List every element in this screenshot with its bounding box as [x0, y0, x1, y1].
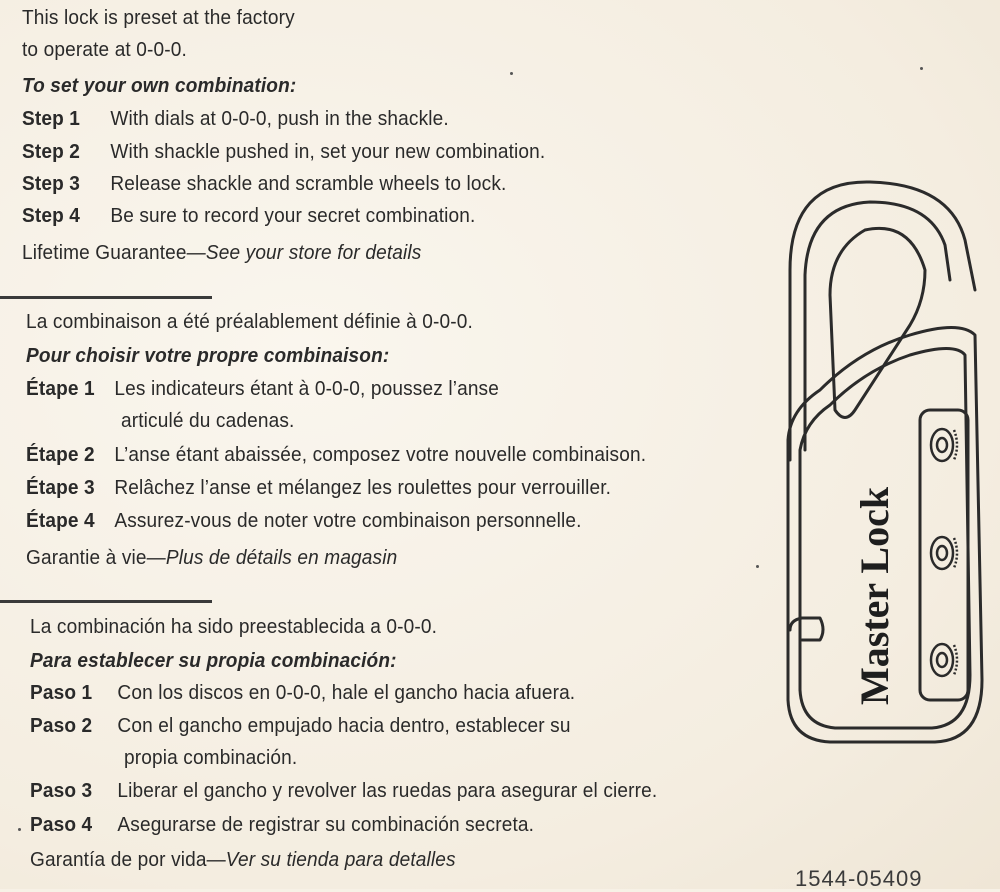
english-step-4	[22, 204, 475, 228]
guarantee-note: Plus de détails en magasin	[165, 546, 398, 569]
step-text: With dials at 0-0-0, push in the shackle.	[110, 107, 449, 130]
step-text: Asegurarse de registrar su combinación secreta.	[117, 813, 535, 836]
spanish-guarantee	[30, 848, 456, 872]
lock-illustration	[760, 160, 1000, 760]
step-label: Step 1	[22, 107, 81, 130]
dial-1	[931, 429, 953, 461]
dial-2	[931, 537, 953, 569]
step-label: Paso 4	[30, 813, 93, 836]
english-heading: To set your own combination:	[22, 74, 297, 97]
step-label: Paso 1	[30, 681, 93, 704]
section-divider	[0, 600, 212, 603]
dials	[931, 429, 957, 676]
section-divider	[0, 296, 212, 299]
spanish-step-4	[30, 813, 534, 837]
step-text: Be sure to record your secret combination.	[110, 204, 476, 227]
spanish-heading: Para establecer su propia combinación:	[30, 649, 397, 672]
english-step-2	[22, 140, 545, 164]
guarantee-label: Lifetime Guarantee—	[22, 241, 206, 264]
print-speck	[510, 72, 513, 75]
product-code: 1544-05409	[795, 866, 923, 891]
step-label: Step 2	[22, 140, 81, 163]
step-text: L’anse étant abaissée, composez votre nouvelle combinaison.	[114, 443, 647, 466]
lock-brand: Master Lock	[852, 486, 897, 705]
spanish-intro: La combinación ha sido preestablecida a 0-0-0.	[30, 615, 438, 638]
french-heading: Pour choisir votre propre combinaison:	[26, 344, 390, 367]
guarantee-label: Garantie à vie—	[26, 546, 166, 569]
french-step-1-continued: articulé du cadenas.	[121, 409, 295, 432]
spanish-step-2	[30, 714, 571, 738]
french-step-4	[26, 509, 582, 533]
guarantee-note: Ver su tienda para detalles	[225, 848, 456, 871]
english-guarantee	[22, 241, 421, 265]
shackle-outer	[790, 182, 975, 460]
step-label: Step 4	[22, 204, 81, 227]
shackle-window	[830, 228, 925, 417]
shackle-inner	[805, 202, 950, 450]
step-label: Paso 2	[30, 714, 93, 737]
print-speck	[920, 67, 923, 70]
step-text: Release shackle and scramble wheels to lock.	[110, 172, 507, 195]
step-label: Étape 1	[26, 377, 95, 400]
step-text: Liberar el gancho y revolver las ruedas para asegurar el cierre.	[117, 779, 658, 802]
step-text: Con el gancho empujado hacia dentro, establecer su	[117, 714, 571, 737]
step-label: Étape 4	[26, 509, 95, 532]
spanish-step-1	[30, 681, 575, 705]
french-step-3	[26, 476, 611, 500]
step-text: Assurez-vous de noter votre combinaison personnelle.	[114, 509, 582, 532]
english-intro-line-1: This lock is preset at the factory	[22, 6, 295, 29]
step-text: Les indicateurs étant à 0-0-0, poussez l’anse	[114, 377, 499, 400]
step-text: Con los discos en 0-0-0, hale el gancho hacia afuera.	[117, 681, 576, 704]
guarantee-label: Garantía de por vida—	[30, 848, 226, 871]
french-guarantee	[26, 546, 397, 570]
step-label: Paso 3	[30, 779, 93, 802]
french-step-2	[26, 443, 646, 467]
padlock-icon	[760, 160, 1000, 760]
print-speck	[18, 828, 21, 831]
step-text: With shackle pushed in, set your new combination.	[110, 140, 546, 163]
french-intro: La combinaison a été préalablement définie à 0-0-0.	[26, 310, 473, 333]
step-label: Étape 2	[26, 443, 95, 466]
dial-3	[931, 644, 953, 676]
english-step-1	[22, 107, 449, 131]
spanish-step-3	[30, 779, 657, 803]
english-step-3	[22, 172, 506, 196]
english-intro-line-2: to operate at 0-0-0.	[22, 38, 187, 61]
guarantee-note: See your store for details	[205, 241, 422, 264]
print-speck	[756, 565, 759, 568]
step-text: Relâchez l’anse et mélangez les roulettes pour verrouiller.	[114, 476, 612, 499]
step-label: Étape 3	[26, 476, 95, 499]
french-step-1	[26, 377, 499, 401]
step-label: Step 3	[22, 172, 81, 195]
spanish-step-2-continued: propia combinación.	[124, 746, 298, 769]
